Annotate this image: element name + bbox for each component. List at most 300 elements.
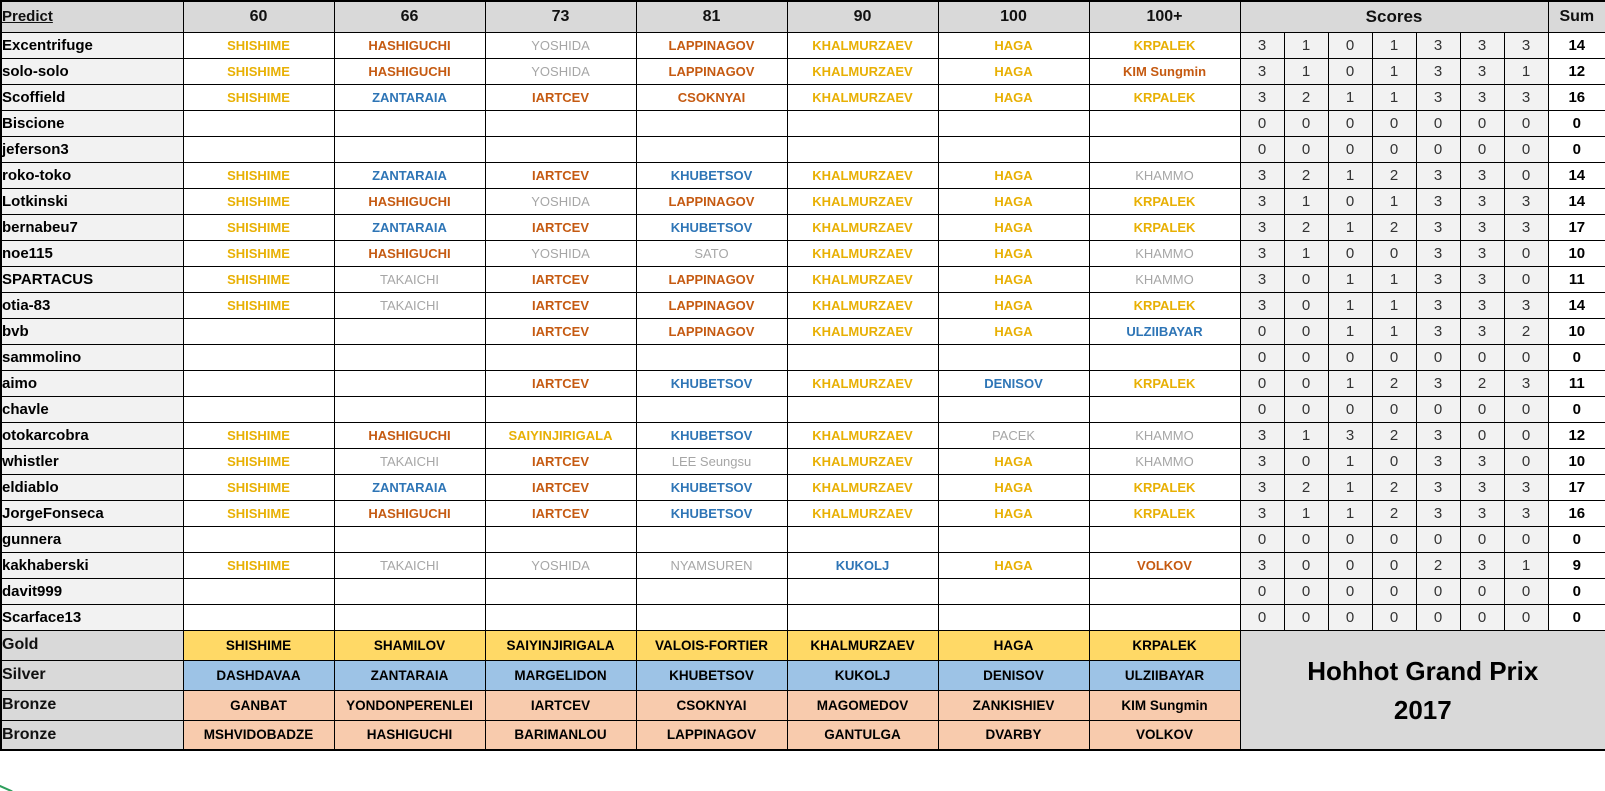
score-cell[interactable]: 2: [1416, 552, 1460, 578]
pick-cell[interactable]: [183, 578, 334, 604]
score-cell[interactable]: 3: [1416, 240, 1460, 266]
score-cell[interactable]: 2: [1460, 370, 1504, 396]
score-cell[interactable]: 0: [1460, 396, 1504, 422]
pick-cell[interactable]: KHALMURZAEV: [787, 370, 938, 396]
score-cell[interactable]: 3: [1240, 214, 1284, 240]
user-name-cell[interactable]: roko-toko: [1, 162, 183, 188]
score-cell[interactable]: 3: [1460, 500, 1504, 526]
score-cell[interactable]: 3: [1504, 84, 1548, 110]
pick-cell[interactable]: TAKAICHI: [334, 292, 485, 318]
pick-cell[interactable]: HASHIGUCHI: [334, 188, 485, 214]
weight-column-header-66[interactable]: 66: [334, 1, 485, 32]
score-cell[interactable]: 1: [1328, 474, 1372, 500]
pick-cell[interactable]: HAGA: [938, 448, 1089, 474]
score-cell[interactable]: 3: [1416, 370, 1460, 396]
pick-cell[interactable]: IARTCEV: [485, 500, 636, 526]
score-cell[interactable]: 3: [1416, 162, 1460, 188]
score-cell[interactable]: 0: [1504, 578, 1548, 604]
pick-cell[interactable]: [938, 578, 1089, 604]
pick-cell[interactable]: TAKAICHI: [334, 552, 485, 578]
pick-cell[interactable]: TAKAICHI: [334, 448, 485, 474]
pick-cell[interactable]: KHAMMO: [1089, 162, 1240, 188]
score-cell[interactable]: 3: [1240, 188, 1284, 214]
sum-cell[interactable]: 0: [1548, 110, 1605, 136]
pick-cell[interactable]: KHALMURZAEV: [787, 240, 938, 266]
pick-cell[interactable]: [636, 396, 787, 422]
score-cell[interactable]: 1: [1328, 214, 1372, 240]
user-name-cell[interactable]: noe115: [1, 240, 183, 266]
pick-cell[interactable]: KHAMMO: [1089, 448, 1240, 474]
sum-cell[interactable]: 9: [1548, 552, 1605, 578]
result-name-cell[interactable]: BARIMANLOU: [485, 720, 636, 750]
score-cell[interactable]: 0: [1504, 604, 1548, 630]
sum-cell[interactable]: 17: [1548, 474, 1605, 500]
pick-cell[interactable]: HAGA: [938, 474, 1089, 500]
pick-cell[interactable]: HAGA: [938, 318, 1089, 344]
pick-cell[interactable]: SATO: [636, 240, 787, 266]
pick-cell[interactable]: [485, 110, 636, 136]
sum-cell[interactable]: 0: [1548, 396, 1605, 422]
score-cell[interactable]: 3: [1504, 370, 1548, 396]
score-cell[interactable]: 0: [1240, 396, 1284, 422]
score-cell[interactable]: 3: [1504, 188, 1548, 214]
pick-cell[interactable]: LAPPINAGOV: [636, 292, 787, 318]
pick-cell[interactable]: KHALMURZAEV: [787, 474, 938, 500]
pick-cell[interactable]: VOLKOV: [1089, 552, 1240, 578]
pick-cell[interactable]: IARTCEV: [485, 292, 636, 318]
pick-cell[interactable]: ZANTARAIA: [334, 84, 485, 110]
pick-cell[interactable]: [183, 110, 334, 136]
pick-cell[interactable]: [636, 578, 787, 604]
score-cell[interactable]: 0: [1372, 604, 1416, 630]
score-cell[interactable]: 3: [1416, 58, 1460, 84]
pick-cell[interactable]: [183, 344, 334, 370]
score-cell[interactable]: 0: [1372, 552, 1416, 578]
result-name-cell[interactable]: YONDONPERENLEI: [334, 690, 485, 720]
score-cell[interactable]: 3: [1504, 474, 1548, 500]
score-cell[interactable]: 1: [1284, 240, 1328, 266]
pick-cell[interactable]: CSOKNYAI: [636, 84, 787, 110]
pick-cell[interactable]: [334, 110, 485, 136]
pick-cell[interactable]: SHISHIME: [183, 292, 334, 318]
score-cell[interactable]: 0: [1240, 110, 1284, 136]
sum-cell[interactable]: 16: [1548, 84, 1605, 110]
sum-cell[interactable]: 0: [1548, 526, 1605, 552]
score-cell[interactable]: 3: [1240, 292, 1284, 318]
user-name-cell[interactable]: bvb: [1, 318, 183, 344]
score-cell[interactable]: 1: [1284, 500, 1328, 526]
score-cell[interactable]: 3: [1416, 474, 1460, 500]
score-cell[interactable]: 0: [1416, 344, 1460, 370]
pick-cell[interactable]: HAGA: [938, 84, 1089, 110]
score-cell[interactable]: 3: [1460, 162, 1504, 188]
score-cell[interactable]: 3: [1240, 240, 1284, 266]
weight-column-header-100+[interactable]: 100+: [1089, 1, 1240, 32]
score-cell[interactable]: 0: [1284, 266, 1328, 292]
score-cell[interactable]: 3: [1460, 240, 1504, 266]
pick-cell[interactable]: [485, 526, 636, 552]
score-cell[interactable]: 3: [1416, 188, 1460, 214]
pick-cell[interactable]: [938, 344, 1089, 370]
pick-cell[interactable]: ULZIIBAYAR: [1089, 318, 1240, 344]
score-cell[interactable]: 3: [1240, 474, 1284, 500]
event-title-cell[interactable]: [1240, 630, 1605, 750]
pick-cell[interactable]: [1089, 110, 1240, 136]
score-cell[interactable]: 3: [1460, 474, 1504, 500]
user-name-cell[interactable]: aimo: [1, 370, 183, 396]
pick-cell[interactable]: [636, 136, 787, 162]
score-cell[interactable]: 0: [1328, 136, 1372, 162]
score-cell[interactable]: 0: [1328, 604, 1372, 630]
pick-cell[interactable]: [183, 526, 334, 552]
pick-cell[interactable]: KHUBETSOV: [636, 214, 787, 240]
sum-cell[interactable]: 16: [1548, 500, 1605, 526]
pick-cell[interactable]: YOSHIDA: [485, 32, 636, 58]
pick-cell[interactable]: [787, 578, 938, 604]
score-cell[interactable]: 0: [1460, 110, 1504, 136]
pick-cell[interactable]: LAPPINAGOV: [636, 58, 787, 84]
score-cell[interactable]: 0: [1328, 58, 1372, 84]
pick-cell[interactable]: [938, 604, 1089, 630]
score-cell[interactable]: 3: [1416, 32, 1460, 58]
pick-cell[interactable]: LEE Seungsu: [636, 448, 787, 474]
weight-column-header-60[interactable]: 60: [183, 1, 334, 32]
score-cell[interactable]: 0: [1328, 110, 1372, 136]
user-name-cell[interactable]: kakhaberski: [1, 552, 183, 578]
score-cell[interactable]: 3: [1504, 214, 1548, 240]
pick-cell[interactable]: KHALMURZAEV: [787, 214, 938, 240]
pick-cell[interactable]: KHUBETSOV: [636, 370, 787, 396]
score-cell[interactable]: 0: [1284, 344, 1328, 370]
medal-label-cell[interactable]: Gold: [1, 630, 183, 660]
pick-cell[interactable]: KRPALEK: [1089, 84, 1240, 110]
pick-cell[interactable]: KHALMURZAEV: [787, 292, 938, 318]
score-cell[interactable]: 1: [1284, 422, 1328, 448]
score-cell[interactable]: 1: [1328, 84, 1372, 110]
medal-label-cell[interactable]: Silver: [1, 660, 183, 690]
result-name-cell[interactable]: DENISOV: [938, 660, 1089, 690]
score-cell[interactable]: 0: [1504, 240, 1548, 266]
score-cell[interactable]: 0: [1460, 604, 1504, 630]
score-cell[interactable]: 0: [1372, 578, 1416, 604]
pick-cell[interactable]: SHISHIME: [183, 84, 334, 110]
score-cell[interactable]: 3: [1240, 448, 1284, 474]
pick-cell[interactable]: TAKAICHI: [334, 266, 485, 292]
sum-cell[interactable]: 12: [1548, 422, 1605, 448]
score-cell[interactable]: 0: [1284, 110, 1328, 136]
pick-cell[interactable]: KRPALEK: [1089, 500, 1240, 526]
score-cell[interactable]: 1: [1372, 266, 1416, 292]
score-cell[interactable]: 3: [1460, 58, 1504, 84]
score-cell[interactable]: 3: [1240, 552, 1284, 578]
sum-cell[interactable]: 14: [1548, 292, 1605, 318]
score-cell[interactable]: 3: [1460, 266, 1504, 292]
pick-cell[interactable]: HAGA: [938, 58, 1089, 84]
score-cell[interactable]: 0: [1240, 318, 1284, 344]
pick-cell[interactable]: LAPPINAGOV: [636, 318, 787, 344]
score-cell[interactable]: 3: [1460, 318, 1504, 344]
sum-cell[interactable]: 14: [1548, 32, 1605, 58]
score-cell[interactable]: 0: [1460, 422, 1504, 448]
sum-cell[interactable]: 10: [1548, 448, 1605, 474]
pick-cell[interactable]: PACEK: [938, 422, 1089, 448]
score-cell[interactable]: 0: [1284, 526, 1328, 552]
score-cell[interactable]: 3: [1240, 162, 1284, 188]
result-name-cell[interactable]: GANTULGA: [787, 720, 938, 750]
score-cell[interactable]: 0: [1416, 604, 1460, 630]
sum-column-header[interactable]: Sum: [1548, 1, 1605, 32]
score-cell[interactable]: 3: [1504, 292, 1548, 318]
score-cell[interactable]: 1: [1328, 318, 1372, 344]
score-cell[interactable]: 0: [1416, 396, 1460, 422]
score-cell[interactable]: 0: [1504, 396, 1548, 422]
score-cell[interactable]: 1: [1504, 58, 1548, 84]
score-cell[interactable]: 3: [1416, 318, 1460, 344]
pick-cell[interactable]: IARTCEV: [485, 370, 636, 396]
score-cell[interactable]: 0: [1284, 396, 1328, 422]
pick-cell[interactable]: HASHIGUCHI: [334, 58, 485, 84]
pick-cell[interactable]: SHISHIME: [183, 188, 334, 214]
pick-cell[interactable]: KIM Sungmin: [1089, 58, 1240, 84]
pick-cell[interactable]: IARTCEV: [485, 214, 636, 240]
pick-cell[interactable]: KHALMURZAEV: [787, 448, 938, 474]
pick-cell[interactable]: KHALMURZAEV: [787, 318, 938, 344]
pick-cell[interactable]: [485, 136, 636, 162]
score-cell[interactable]: 1: [1284, 58, 1328, 84]
score-cell[interactable]: 0: [1240, 604, 1284, 630]
score-cell[interactable]: 3: [1460, 448, 1504, 474]
pick-cell[interactable]: IARTCEV: [485, 162, 636, 188]
pick-cell[interactable]: [334, 344, 485, 370]
pick-cell[interactable]: SHISHIME: [183, 448, 334, 474]
result-name-cell[interactable]: KRPALEK: [1089, 630, 1240, 660]
result-name-cell[interactable]: MAGOMEDOV: [787, 690, 938, 720]
pick-cell[interactable]: SHISHIME: [183, 32, 334, 58]
pick-cell[interactable]: [636, 526, 787, 552]
score-cell[interactable]: 0: [1372, 526, 1416, 552]
score-cell[interactable]: 3: [1240, 58, 1284, 84]
pick-cell[interactable]: KHALMURZAEV: [787, 58, 938, 84]
score-cell[interactable]: 1: [1284, 32, 1328, 58]
pick-cell[interactable]: SHISHIME: [183, 266, 334, 292]
score-cell[interactable]: 0: [1284, 136, 1328, 162]
score-cell[interactable]: 0: [1284, 604, 1328, 630]
pick-cell[interactable]: KHALMURZAEV: [787, 32, 938, 58]
score-cell[interactable]: 1: [1372, 32, 1416, 58]
score-cell[interactable]: 1: [1504, 552, 1548, 578]
user-name-cell[interactable]: gunnera: [1, 526, 183, 552]
score-cell[interactable]: 0: [1328, 188, 1372, 214]
result-name-cell[interactable]: DVARBY: [938, 720, 1089, 750]
pick-cell[interactable]: [636, 344, 787, 370]
pick-cell[interactable]: ZANTARAIA: [334, 162, 485, 188]
pick-cell[interactable]: KHUBETSOV: [636, 474, 787, 500]
score-cell[interactable]: 0: [1328, 240, 1372, 266]
pick-cell[interactable]: [938, 526, 1089, 552]
score-cell[interactable]: 0: [1504, 344, 1548, 370]
pick-cell[interactable]: [787, 604, 938, 630]
user-name-cell[interactable]: solo-solo: [1, 58, 183, 84]
sum-cell[interactable]: 12: [1548, 58, 1605, 84]
score-cell[interactable]: 3: [1240, 422, 1284, 448]
sum-cell[interactable]: 0: [1548, 136, 1605, 162]
pick-cell[interactable]: KRPALEK: [1089, 292, 1240, 318]
scores-column-header[interactable]: Scores: [1240, 1, 1548, 32]
pick-cell[interactable]: KHAMMO: [1089, 240, 1240, 266]
medal-label-cell[interactable]: Bronze: [1, 690, 183, 720]
medal-label-cell[interactable]: Bronze: [1, 720, 183, 750]
pick-cell[interactable]: SHISHIME: [183, 474, 334, 500]
pick-cell[interactable]: KHALMURZAEV: [787, 84, 938, 110]
score-cell[interactable]: 3: [1240, 500, 1284, 526]
score-cell[interactable]: 0: [1504, 448, 1548, 474]
weight-column-header-90[interactable]: 90: [787, 1, 938, 32]
sum-cell[interactable]: 11: [1548, 370, 1605, 396]
pick-cell[interactable]: KHUBETSOV: [636, 422, 787, 448]
pick-cell[interactable]: [787, 344, 938, 370]
pick-cell[interactable]: [1089, 344, 1240, 370]
pick-cell[interactable]: [334, 136, 485, 162]
score-cell[interactable]: 0: [1240, 344, 1284, 370]
score-cell[interactable]: 1: [1328, 266, 1372, 292]
result-name-cell[interactable]: KUKOLJ: [787, 660, 938, 690]
score-cell[interactable]: 2: [1372, 474, 1416, 500]
weight-column-header-81[interactable]: 81: [636, 1, 787, 32]
score-cell[interactable]: 1: [1328, 292, 1372, 318]
pick-cell[interactable]: [334, 318, 485, 344]
pick-cell[interactable]: LAPPINAGOV: [636, 32, 787, 58]
user-name-cell[interactable]: otia-83: [1, 292, 183, 318]
result-name-cell[interactable]: SHISHIME: [183, 630, 334, 660]
sum-cell[interactable]: 10: [1548, 318, 1605, 344]
pick-cell[interactable]: [1089, 136, 1240, 162]
score-cell[interactable]: 0: [1416, 578, 1460, 604]
pick-cell[interactable]: [485, 578, 636, 604]
user-name-cell[interactable]: eldiablo: [1, 474, 183, 500]
user-name-cell[interactable]: Lotkinski: [1, 188, 183, 214]
score-cell[interactable]: 2: [1372, 162, 1416, 188]
pick-cell[interactable]: [787, 396, 938, 422]
pick-cell[interactable]: [1089, 526, 1240, 552]
user-name-cell[interactable]: davit999: [1, 578, 183, 604]
pick-cell[interactable]: [938, 396, 1089, 422]
user-name-cell[interactable]: SPARTACUS: [1, 266, 183, 292]
pick-cell[interactable]: [183, 396, 334, 422]
score-cell[interactable]: 0: [1284, 448, 1328, 474]
pick-cell[interactable]: KHALMURZAEV: [787, 162, 938, 188]
pick-cell[interactable]: HAGA: [938, 552, 1089, 578]
score-cell[interactable]: 3: [1416, 292, 1460, 318]
result-name-cell[interactable]: VALOIS-FORTIER: [636, 630, 787, 660]
user-name-cell[interactable]: Scarface13: [1, 604, 183, 630]
score-cell[interactable]: 0: [1460, 344, 1504, 370]
pick-cell[interactable]: [787, 136, 938, 162]
pick-cell[interactable]: KHALMURZAEV: [787, 500, 938, 526]
score-cell[interactable]: 0: [1372, 396, 1416, 422]
pick-cell[interactable]: LAPPINAGOV: [636, 266, 787, 292]
pick-cell[interactable]: HAGA: [938, 32, 1089, 58]
score-cell[interactable]: 0: [1416, 110, 1460, 136]
pick-cell[interactable]: KHALMURZAEV: [787, 422, 938, 448]
result-name-cell[interactable]: MARGELIDON: [485, 660, 636, 690]
score-cell[interactable]: 0: [1328, 552, 1372, 578]
pick-cell[interactable]: NYAMSUREN: [636, 552, 787, 578]
score-cell[interactable]: 3: [1504, 500, 1548, 526]
result-name-cell[interactable]: KHUBETSOV: [636, 660, 787, 690]
pick-cell[interactable]: KRPALEK: [1089, 32, 1240, 58]
score-cell[interactable]: 1: [1372, 292, 1416, 318]
score-cell[interactable]: 3: [1416, 422, 1460, 448]
score-cell[interactable]: 3: [1460, 292, 1504, 318]
score-cell[interactable]: 2: [1372, 500, 1416, 526]
result-name-cell[interactable]: CSOKNYAI: [636, 690, 787, 720]
result-name-cell[interactable]: SHAMILOV: [334, 630, 485, 660]
pick-cell[interactable]: IARTCEV: [485, 318, 636, 344]
pick-cell[interactable]: KUKOLJ: [787, 552, 938, 578]
pick-cell[interactable]: SHISHIME: [183, 58, 334, 84]
score-cell[interactable]: 0: [1284, 552, 1328, 578]
score-cell[interactable]: 0: [1240, 136, 1284, 162]
score-cell[interactable]: 3: [1240, 32, 1284, 58]
score-cell[interactable]: 0: [1328, 578, 1372, 604]
pick-cell[interactable]: KHALMURZAEV: [787, 188, 938, 214]
pick-cell[interactable]: KHUBETSOV: [636, 500, 787, 526]
pick-cell[interactable]: HAGA: [938, 266, 1089, 292]
pick-cell[interactable]: SHISHIME: [183, 422, 334, 448]
score-cell[interactable]: 0: [1284, 578, 1328, 604]
score-cell[interactable]: 0: [1372, 110, 1416, 136]
result-name-cell[interactable]: VOLKOV: [1089, 720, 1240, 750]
score-cell[interactable]: 0: [1416, 526, 1460, 552]
result-name-cell[interactable]: SAIYINJIRIGALA: [485, 630, 636, 660]
score-cell[interactable]: 1: [1372, 58, 1416, 84]
pick-cell[interactable]: HAGA: [938, 188, 1089, 214]
result-name-cell[interactable]: LAPPINAGOV: [636, 720, 787, 750]
pick-cell[interactable]: HAGA: [938, 162, 1089, 188]
score-cell[interactable]: 2: [1284, 84, 1328, 110]
result-name-cell[interactable]: IARTCEV: [485, 690, 636, 720]
score-cell[interactable]: 2: [1372, 422, 1416, 448]
pick-cell[interactable]: KRPALEK: [1089, 370, 1240, 396]
pick-cell[interactable]: [183, 370, 334, 396]
pick-cell[interactable]: HASHIGUCHI: [334, 240, 485, 266]
user-name-cell[interactable]: whistler: [1, 448, 183, 474]
pick-cell[interactable]: SHISHIME: [183, 214, 334, 240]
score-cell[interactable]: 0: [1284, 292, 1328, 318]
user-name-cell[interactable]: chavle: [1, 396, 183, 422]
pick-cell[interactable]: [183, 318, 334, 344]
pick-cell[interactable]: KRPALEK: [1089, 214, 1240, 240]
pick-cell[interactable]: [485, 344, 636, 370]
score-cell[interactable]: 0: [1284, 318, 1328, 344]
pick-cell[interactable]: [1089, 578, 1240, 604]
score-cell[interactable]: 2: [1284, 474, 1328, 500]
result-name-cell[interactable]: GANBAT: [183, 690, 334, 720]
result-name-cell[interactable]: ZANKISHIEV: [938, 690, 1089, 720]
sum-cell[interactable]: 11: [1548, 266, 1605, 292]
pick-cell[interactable]: [636, 110, 787, 136]
score-cell[interactable]: 0: [1504, 266, 1548, 292]
score-cell[interactable]: 0: [1372, 136, 1416, 162]
score-cell[interactable]: 2: [1504, 318, 1548, 344]
pick-cell[interactable]: [183, 604, 334, 630]
result-name-cell[interactable]: ULZIIBAYAR: [1089, 660, 1240, 690]
score-cell[interactable]: 0: [1460, 526, 1504, 552]
pick-cell[interactable]: IARTCEV: [485, 448, 636, 474]
pick-cell[interactable]: [334, 604, 485, 630]
pick-cell[interactable]: [1089, 396, 1240, 422]
pick-cell[interactable]: [334, 578, 485, 604]
